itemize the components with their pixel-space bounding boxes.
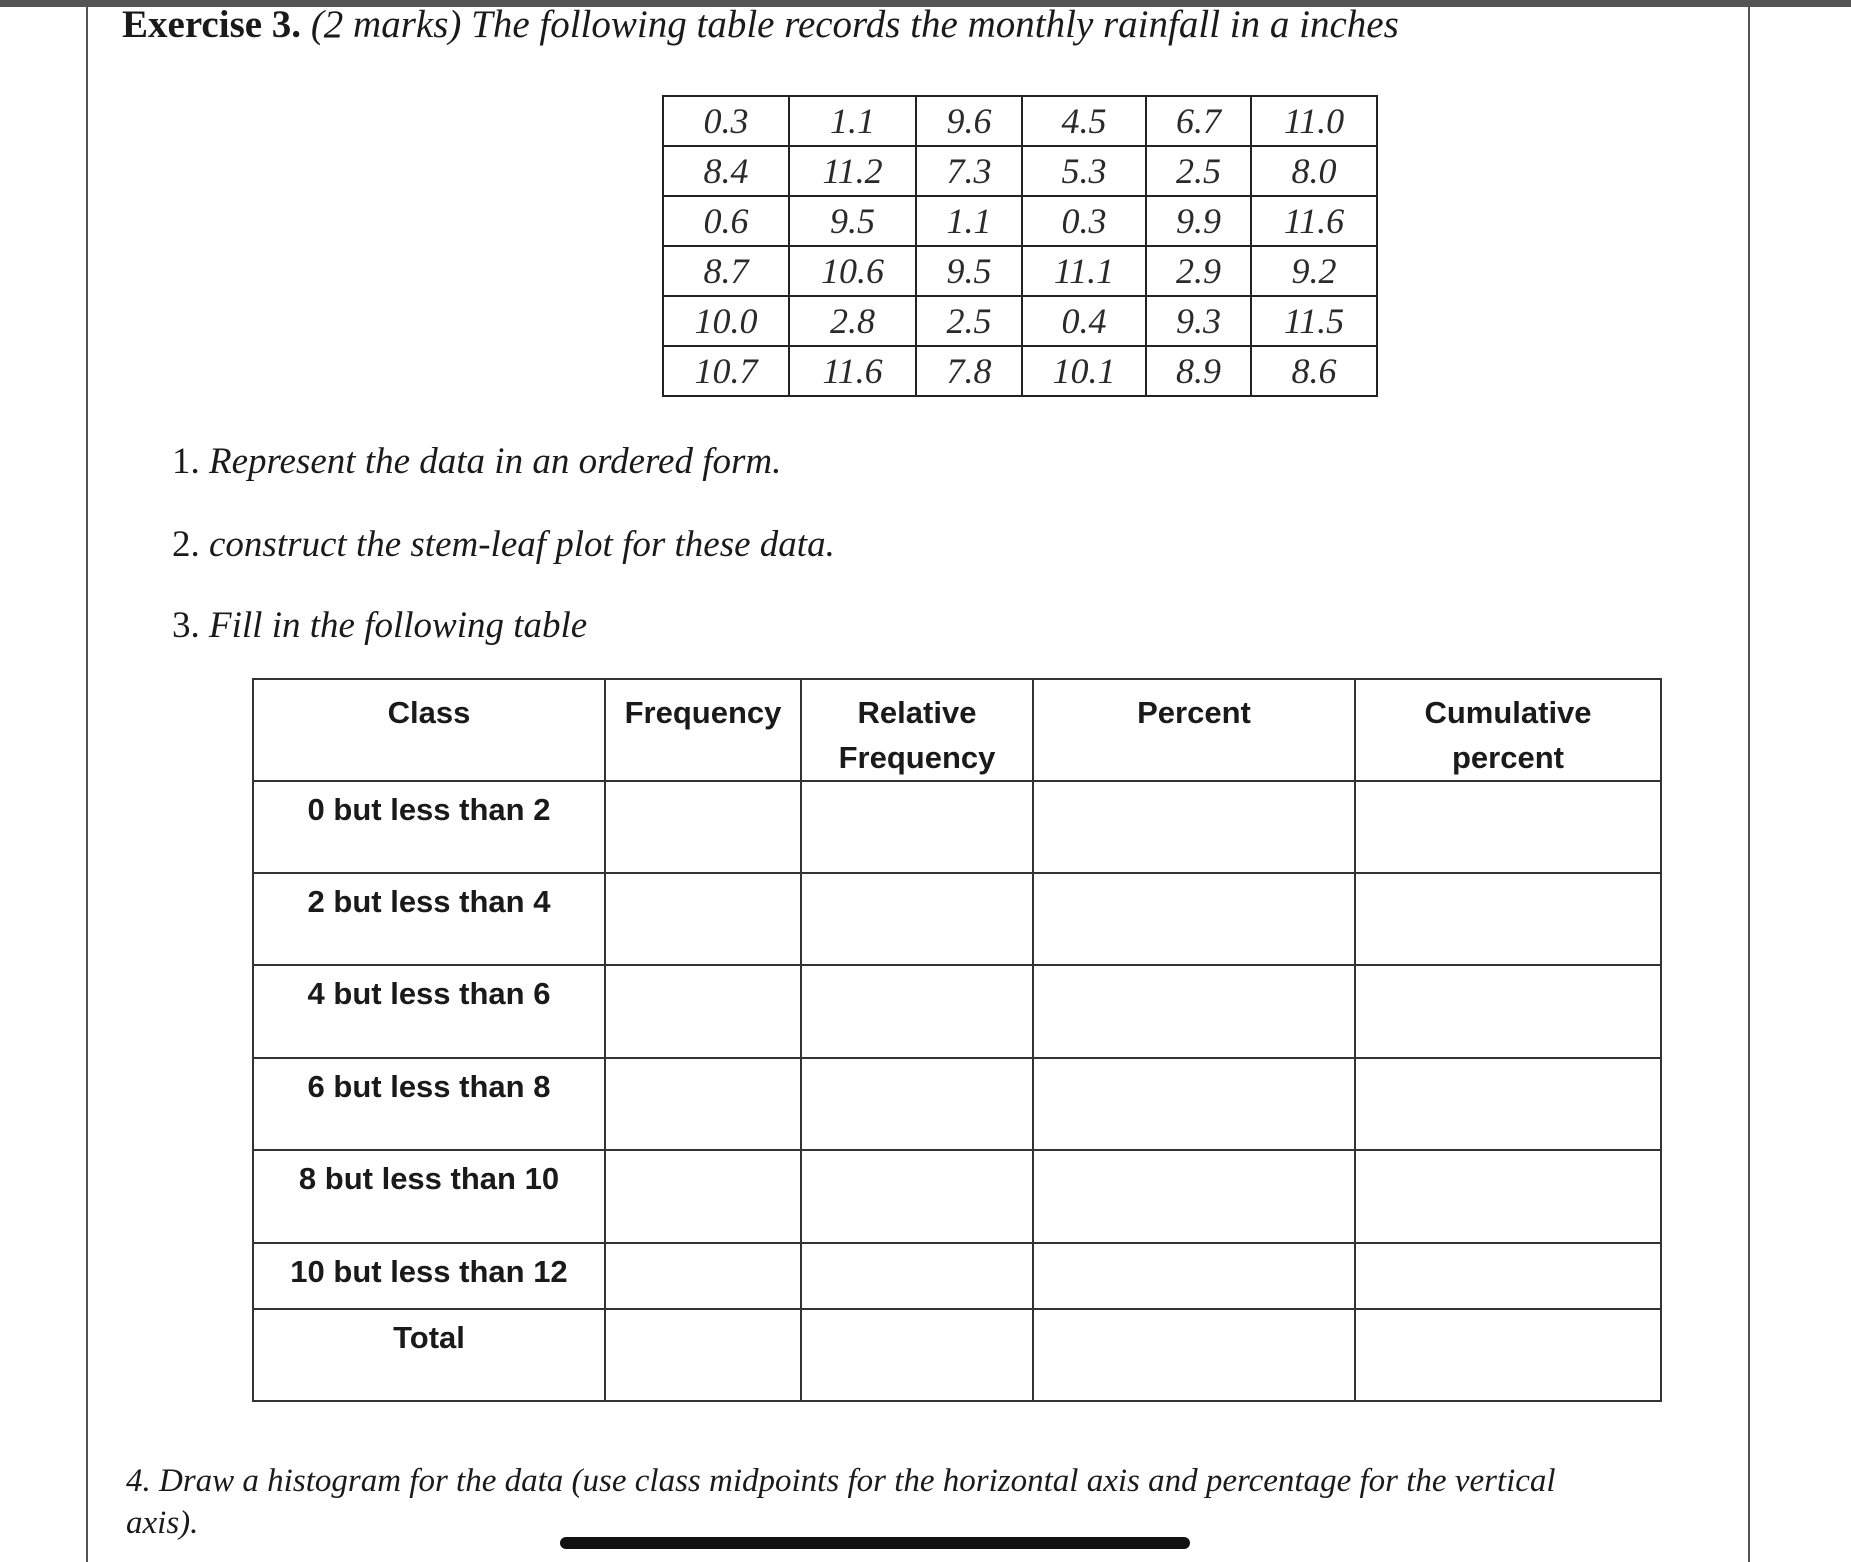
rainfall-cell: 1.1: [789, 96, 916, 146]
answer-cell[interactable]: [1355, 1150, 1661, 1243]
class-label: 8 but less than 10: [253, 1150, 605, 1243]
answer-cell[interactable]: [1033, 1309, 1355, 1401]
rainfall-cell: 7.8: [916, 346, 1022, 396]
frequency-table-row: [253, 1309, 1661, 1401]
rainfall-cell: 11.1: [1022, 246, 1146, 296]
answer-cell[interactable]: [801, 1243, 1033, 1309]
header-class: Class: [253, 679, 605, 781]
rainfall-cell: 0.4: [1022, 296, 1146, 346]
rainfall-cell: 9.2: [1251, 246, 1377, 296]
rainfall-cell: 11.6: [1251, 196, 1377, 246]
rainfall-cell: 2.5: [916, 296, 1022, 346]
rainfall-cell: 2.5: [1146, 146, 1251, 196]
answer-cell[interactable]: [605, 873, 801, 965]
class-label: 4 but less than 6: [253, 965, 605, 1058]
rainfall-cell: 7.3: [916, 146, 1022, 196]
answer-cell[interactable]: [1033, 965, 1355, 1058]
home-indicator[interactable]: [560, 1537, 1190, 1549]
answer-cell[interactable]: [1033, 1058, 1355, 1150]
frequency-table-row: [253, 1243, 1661, 1309]
frequency-table-row: [253, 873, 1661, 965]
rainfall-cell: 8.0: [1251, 146, 1377, 196]
rainfall-cell: 8.9: [1146, 346, 1251, 396]
frequency-table-row: [253, 1058, 1661, 1150]
exercise-label: Exercise 3.: [122, 3, 302, 46]
rainfall-cell: 11.6: [789, 346, 916, 396]
frequency-table-row: [253, 1150, 1661, 1243]
question-2-number: 2.: [172, 524, 200, 565]
answer-cell[interactable]: [1355, 1243, 1661, 1309]
answer-cell[interactable]: [605, 1309, 801, 1401]
rainfall-cell: 8.4: [663, 146, 789, 196]
rainfall-cell: 0.6: [663, 196, 789, 246]
answer-cell[interactable]: [1355, 873, 1661, 965]
rainfall-cell: 11.5: [1251, 296, 1377, 346]
class-label: 6 but less than 8: [253, 1058, 605, 1150]
answer-cell[interactable]: [801, 781, 1033, 873]
rainfall-cell: 9.5: [916, 246, 1022, 296]
rainfall-cell: 9.3: [1146, 296, 1251, 346]
rainfall-cell: 11.0: [1251, 96, 1377, 146]
rainfall-row: [663, 196, 1377, 246]
question-4-number: 4.: [126, 1463, 151, 1499]
class-label: 2 but less than 4: [253, 873, 605, 965]
answer-cell[interactable]: [605, 1150, 801, 1243]
rainfall-row: [663, 96, 1377, 146]
answer-cell[interactable]: [1355, 781, 1661, 873]
answer-cell[interactable]: [1033, 1243, 1355, 1309]
question-2: [172, 523, 835, 566]
rainfall-cell: 4.5: [1022, 96, 1146, 146]
rainfall-cell: 8.6: [1251, 346, 1377, 396]
page-left-border: [86, 7, 88, 1562]
answer-cell[interactable]: [1355, 965, 1661, 1058]
rainfall-cell: 2.9: [1146, 246, 1251, 296]
rainfall-cell: 10.7: [663, 346, 789, 396]
question-1: [172, 440, 781, 483]
rainfall-row: [663, 296, 1377, 346]
rainfall-row: [663, 146, 1377, 196]
answer-cell[interactable]: [801, 873, 1033, 965]
frequency-table-row: [253, 965, 1661, 1058]
answer-cell[interactable]: [801, 1309, 1033, 1401]
header-percent: Percent: [1033, 679, 1355, 781]
answer-cell[interactable]: [605, 965, 801, 1058]
rainfall-cell: 6.7: [1146, 96, 1251, 146]
header-relative-frequency: Relative Frequency: [801, 679, 1033, 781]
answer-cell[interactable]: [1355, 1309, 1661, 1401]
rainfall-cell: 9.5: [789, 196, 916, 246]
exercise-marks: (2 marks): [310, 3, 462, 46]
rainfall-cell: 2.8: [789, 296, 916, 346]
answer-cell[interactable]: [1033, 1150, 1355, 1243]
answer-cell[interactable]: [605, 781, 801, 873]
rainfall-cell: 10.0: [663, 296, 789, 346]
question-2-text: construct the stem-leaf plot for these data.: [209, 524, 835, 565]
rainfall-cell: 9.6: [916, 96, 1022, 146]
exercise-statement: The following table records the monthly rainfall in a inches: [471, 3, 1399, 46]
answer-cell[interactable]: [1355, 1058, 1661, 1150]
rainfall-row: [663, 346, 1377, 396]
question-3-text: Fill in the following table: [209, 605, 588, 646]
question-4: [126, 1460, 1586, 1544]
rainfall-cell: 10.1: [1022, 346, 1146, 396]
exercise-title: [122, 2, 1399, 47]
rainfall-table: [662, 95, 1378, 397]
rainfall-cell: 0.3: [663, 96, 789, 146]
answer-cell[interactable]: [605, 1243, 801, 1309]
rainfall-cell: 9.9: [1146, 196, 1251, 246]
class-label: Total: [253, 1309, 605, 1401]
answer-cell[interactable]: [1033, 873, 1355, 965]
question-3-number: 3.: [172, 605, 200, 646]
rainfall-cell: 8.7: [663, 246, 789, 296]
answer-cell[interactable]: [801, 1058, 1033, 1150]
header-cumulative-percent: Cumulative percent: [1355, 679, 1661, 781]
question-3: [172, 604, 587, 647]
answer-cell[interactable]: [801, 965, 1033, 1058]
class-label: 0 but less than 2: [253, 781, 605, 873]
frequency-table-row: [253, 781, 1661, 873]
rainfall-cell: 5.3: [1022, 146, 1146, 196]
question-4-text: Draw a histogram for the data (use class midpoints for the horizontal axis and percentage for the vertical axis).: [126, 1463, 1556, 1541]
frequency-table: [252, 678, 1662, 1402]
question-1-number: 1.: [172, 441, 200, 482]
rainfall-cell: 1.1: [916, 196, 1022, 246]
rainfall-cell: 10.6: [789, 246, 916, 296]
class-label: 10 but less than 12: [253, 1243, 605, 1309]
page-right-border: [1748, 7, 1750, 1562]
rainfall-cell: 11.2: [789, 146, 916, 196]
rainfall-cell: 0.3: [1022, 196, 1146, 246]
rainfall-row: [663, 246, 1377, 296]
header-frequency: Frequency: [605, 679, 801, 781]
answer-cell[interactable]: [605, 1058, 801, 1150]
answer-cell[interactable]: [801, 1150, 1033, 1243]
answer-cell[interactable]: [1033, 781, 1355, 873]
question-1-text: Represent the data in an ordered form.: [209, 441, 782, 482]
